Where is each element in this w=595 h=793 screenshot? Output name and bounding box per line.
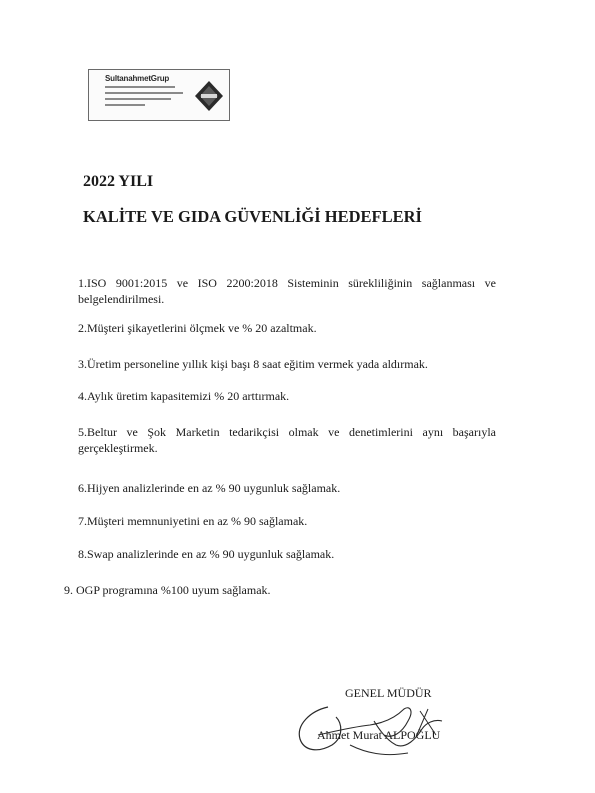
objective-item-9: 9. OGP programına %100 uyum sağlamak. — [64, 583, 271, 597]
objective-item-6: 6.Hijyen analizlerinde en az % 90 uygunluk sağlamak. — [78, 481, 341, 495]
logo-address-lines — [105, 86, 185, 110]
document-year-title: 2022 YILI — [83, 173, 154, 190]
signatory-title: GENEL MÜDÜR — [345, 686, 432, 700]
company-emblem-icon — [193, 79, 225, 113]
objective-item-5-line-2: gerçekleştirmek. — [78, 441, 158, 455]
handwritten-signature — [288, 695, 468, 765]
objective-item-8: 8.Swap analizlerinde en az % 90 uygunluk sağlamak. — [78, 547, 335, 561]
document-main-title: KALİTE VE GIDA GÜVENLİĞİ HEDEFLERİ — [83, 207, 422, 226]
objective-item-5 — [78, 424, 496, 456]
objective-item-2: 2.Müşteri şikayetlerini ölçmek ve % 20 azaltmak. — [78, 321, 317, 335]
objective-item-1 — [78, 275, 496, 307]
company-logo — [88, 69, 230, 121]
signatory-name: Ahmet Murat ALPOĞLU — [317, 728, 441, 742]
objective-item-5-line-1: 5.Beltur ve Şok Marketin tedarikçisi olmak ve denetimlerini aynı başarıyla — [78, 425, 496, 439]
company-name: SultanahmetGrup — [105, 74, 170, 83]
objective-item-1-line-2: belgelendirilmesi. — [78, 292, 165, 306]
objective-item-1-line-1: 1.ISO 9001:2015 ve ISO 2200:2018 Sisteminin sürekliliğinin sağlanması ve — [78, 276, 496, 290]
objective-item-4: 4.Aylık üretim kapasitemizi % 20 arttırmak. — [78, 389, 290, 403]
objective-item-7: 7.Müşteri memnuniyetini en az % 90 sağlamak. — [78, 514, 308, 528]
objective-item-3: 3.Üretim personeline yıllık kişi başı 8 saat eğitim vermek yada aldırmak. — [78, 357, 428, 371]
